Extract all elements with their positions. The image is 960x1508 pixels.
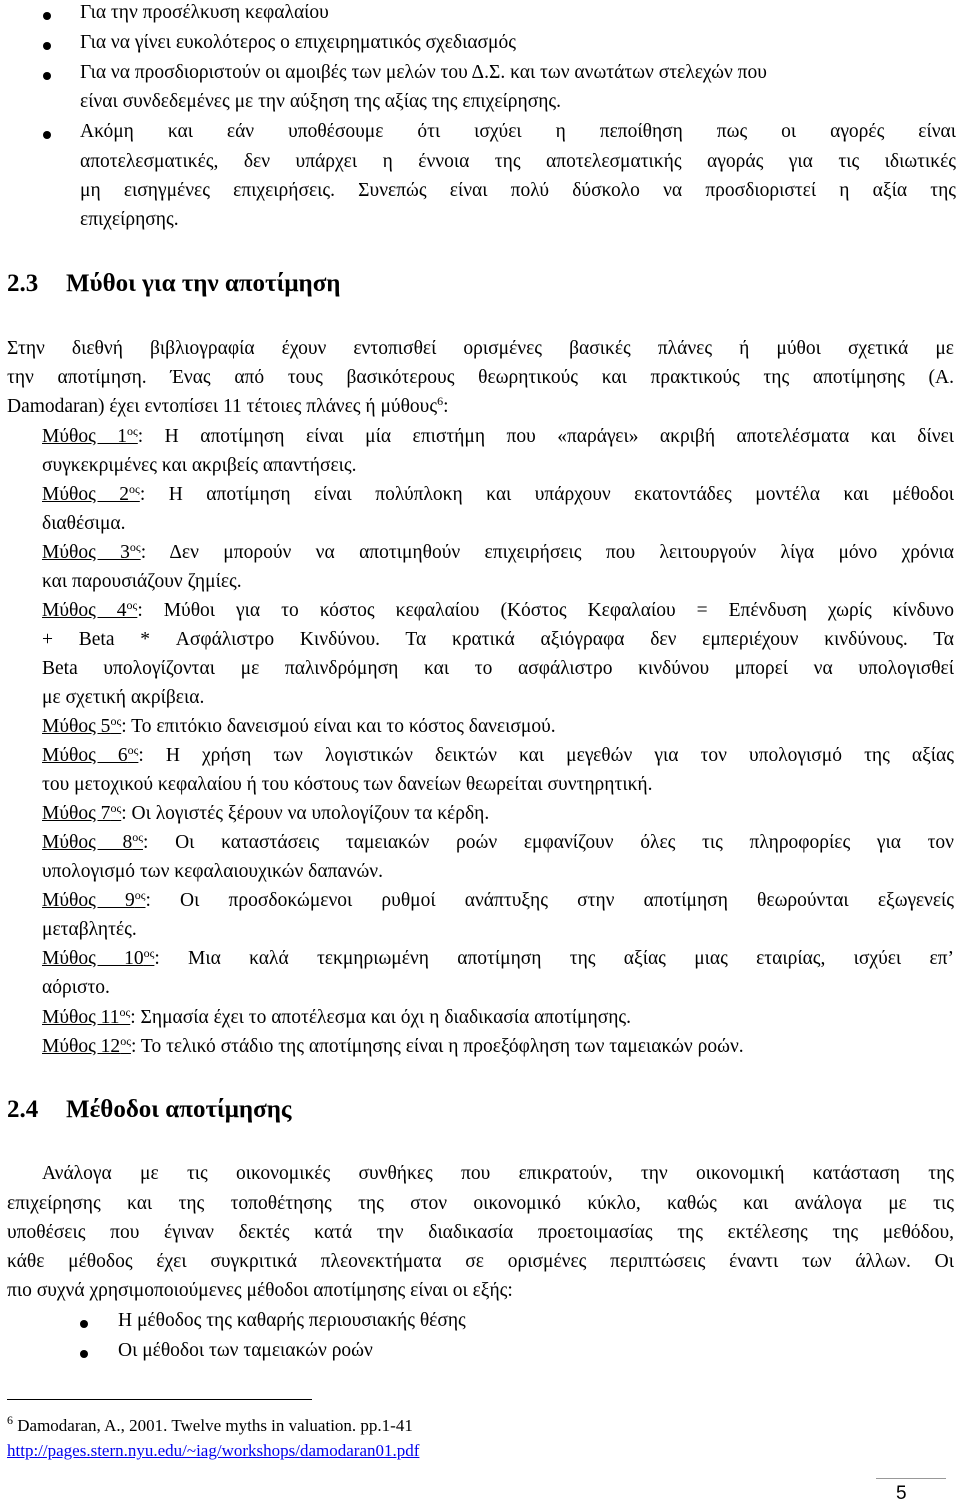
ordinal-suffix: ος	[120, 1034, 131, 1048]
myth-item: Μύθος $4^{o\varsigma}$: Μύθοι για το κόστος κεφαλαίου (Κόστος Κεφαλαίου = Επένδυση χωρίς κίνδυνο	[42, 598, 954, 621]
myth-continuation: αόριστο.	[42, 977, 110, 998]
myth-continuation: και παρουσιάζουν ζημίες.	[42, 571, 242, 592]
myth-item: Μύθος $5^{o\varsigma}$: Το επιτόκιο δανεισμού είναι και το κόστος δανεισμού.	[42, 714, 556, 737]
ordinal-suffix: ος	[110, 714, 122, 728]
myth-item: Μύθος $2^{o\varsigma}$: Η αποτίμηση είναι πολύπλοκη και υπάρχουν εκατοντάδες μοντέλα και μέθοδοι	[42, 482, 954, 505]
text-line: Για την προσέλκυση κεφαλαίου	[80, 2, 329, 23]
myth-item: Μύθος $6^{o\varsigma}$: Η χρήση των λογιστικών δεικτών και μεγεθών για τον υπολογισμό της αξίας	[42, 743, 954, 766]
footnote: $^6$ Damodaran, A., 2001. Twelve myths in valuation. pp.1-41	[7, 1413, 413, 1435]
myth-label: Μύθος $8^{o\varsigma}$	[42, 830, 143, 853]
myth-label: Μύθος $12^{o\varsigma}$	[42, 1034, 131, 1057]
myth-item: Μύθος $9^{o\varsigma}$: Οι προσδοκώμενοι ρυθμοί ανάπτυξης στην αποτίμηση θεωρούνται εξωγενείς	[42, 888, 954, 911]
ordinal-suffix: ος	[126, 598, 138, 612]
myth-continuation: διαθέσιμα.	[42, 513, 126, 534]
page-number-rule	[876, 1478, 946, 1479]
bullet-icon	[43, 42, 51, 50]
myth-item: Μύθος $12^{o\varsigma}$: Το τελικό στάδιο της αποτίμησης είναι η προεξόφληση των ταμειακών ροών.	[42, 1034, 744, 1057]
myth-label: Μύθος $9^{o\varsigma}$	[42, 888, 146, 911]
footnote-ref: 6	[437, 394, 444, 408]
myth-item: Μύθος $11^{o\varsigma}$: Σημασία έχει το αποτέλεσμα και όχι η διαδικασία αποτίμησης.	[42, 1005, 631, 1028]
footnote-number: 6	[7, 1413, 13, 1427]
myth-label: Μύθος $2^{o\varsigma}$	[42, 482, 140, 505]
ordinal-suffix: ος	[110, 801, 122, 815]
myth-item: Μύθος $10^{o\varsigma}$: Μια καλά τεκμηριωμένη αποτίμηση της αξίας μιας εταιρίας, ισχύει επ’	[42, 946, 954, 969]
text-line: πιο συχνά χρησιμοποιούμενες μέθοδοι αποτίμησης είναι οι εξής:	[7, 1280, 513, 1301]
myth-item: Μύθος $7^{o\varsigma}$: Οι λογιστές ξέρουν να υπολογίζουν τα κέρδη.	[42, 801, 490, 824]
myth-continuation: με σχετική ακρίβεια.	[42, 687, 205, 708]
section-title: Μέθοδοι αποτίμησης	[66, 1096, 292, 1123]
section-title: Μύθοι για την αποτίμηση	[66, 270, 341, 297]
ordinal-suffix: ος	[127, 424, 138, 438]
text-line: μη εισηγμένες επιχειρήσεις. Συνεπώς είναι πολύ δύσκολο να προσδιοριστεί η αξία της	[80, 180, 956, 201]
myth-item: Μύθος $1^{o\varsigma}$: Η αποτίμηση είναι μία επιστήμη που «παράγει» ακριβή αποτελέσματα και δίνει	[42, 424, 954, 447]
bullet-icon	[43, 131, 51, 139]
myth-label: Μύθος $11^{o\varsigma}$	[42, 1005, 131, 1028]
myth-item: Μύθος $8^{o\varsigma}$: Οι καταστάσεις ταμειακών ροών εμφανίζουν όλες τις πληροφορίες για τον	[42, 830, 955, 853]
bullet-icon	[80, 1320, 88, 1328]
ordinal-suffix: ος	[127, 743, 139, 757]
text-line: επιχείρησης και της τοποθέτησης της στον οικονομικό κύκλο, καθώς και ανάλογα με τις	[7, 1193, 954, 1214]
ordinal-suffix: ος	[119, 1005, 131, 1019]
ordinal-suffix: ος	[129, 482, 140, 496]
text-line: Ακόμη και εάν υποθέσουμε ότι ισχύει η πεποίθηση πως οι αγορές είναι	[80, 121, 956, 142]
text-line: υποθέσεις που έγιναν δεκτές κατά την διαδικασία προετοιμασίας της εκτέλεσης της μεθόδου,	[7, 1222, 954, 1243]
footnote-link[interactable]: http://pages.stern.nyu.edu/~iag/workshops/damodaran01.pdf	[7, 1441, 420, 1460]
bullet-icon	[43, 72, 51, 80]
myth-label: Μύθος $4^{o\varsigma}$	[42, 598, 138, 621]
text-line: αποτελεσματικές, δεν υπάρχει η έννοια της αποτελεσματικής αγοράς για τις ιδιωτικές	[80, 151, 956, 172]
myth-label: Μύθος $3^{o\varsigma}$	[42, 540, 141, 563]
text-line: Damodaran) έχει εντοπίσει 11 τέτοιες πλάνες ή μύθους$^6$:	[7, 394, 449, 417]
text-line: κάθε μέθοδος έχει συγκριτικά πλεονεκτήματα σε ορισμένες περιπτώσεις έναντι των άλλων. Οι	[7, 1251, 954, 1272]
ordinal-suffix: ος	[132, 830, 143, 844]
myth-continuation: συγκεκριμένες και ακριβείς απαντήσεις.	[42, 455, 357, 476]
myth-label: Μύθος $10^{o\varsigma}$	[42, 946, 155, 969]
myth-label: Μύθος $7^{o\varsigma}$	[42, 801, 122, 824]
footnote-separator	[7, 1399, 312, 1400]
myth-continuation: του μετοχικού κεφαλαίου ή του κόστους των δανείων θεωρείται συντηρητική.	[42, 774, 653, 795]
myth-label: Μύθος $1^{o\varsigma}$	[42, 424, 138, 447]
bullet-icon	[43, 12, 51, 20]
text-line: Για να γίνει ευκολότερος ο επιχειρηματικός σχεδιασμός	[80, 32, 516, 53]
method-bullet: Οι μέθοδοι των ταμειακών ροών	[118, 1340, 373, 1361]
ordinal-suffix: ος	[134, 888, 146, 902]
text-line: την αποτίμηση. Ένας από τους βασικότερους θεωρητικούς και πρακτικούς της αποτίμησης (Α.	[7, 367, 954, 388]
text-line: Για να προσδιοριστούν οι αμοιβές των μελών του Δ.Σ. και των ανωτάτων στελεχών που	[80, 62, 767, 83]
ordinal-suffix: ος	[143, 946, 155, 960]
ordinal-suffix: ος	[129, 540, 141, 554]
text-line: Ανάλογα με τις οικονομικές συνθήκες που επικρατούν, την οικονομική κατάσταση της	[42, 1163, 954, 1184]
text-line: Στην διεθνή βιβλιογραφία έχουν εντοπισθεί ορισμένες βασικές πλάνες ή μύθοι σχετικά με	[7, 338, 954, 359]
myth-continuation: μεταβλητές.	[42, 919, 137, 940]
myth-continuation: Beta υπολογίζονται με παλινδρόμηση και το ασφάλιστρο κινδύνου μπορεί να υπολογισθεί	[42, 658, 954, 679]
bullet-icon	[80, 1350, 88, 1358]
section-number: 2.4	[7, 1096, 39, 1123]
section-number: 2.3	[7, 270, 39, 297]
myth-label: Μύθος $5^{o\varsigma}$	[42, 714, 122, 737]
myth-item: Μύθος $3^{o\varsigma}$: Δεν μπορούν να αποτιμηθούν επιχειρήσεις που λειτουργούν λίγα μόνο χρόνια	[42, 540, 954, 563]
myth-label: Μύθος $6^{o\varsigma}$	[42, 743, 139, 766]
text-line: επιχείρησης.	[80, 209, 179, 230]
page-number: 5	[896, 1483, 907, 1504]
text-line: είναι συνδεδεμένες με την αύξηση της αξίας της επιχείρησης.	[80, 91, 561, 112]
method-bullet: Η μέθοδος της καθαρής περιουσιακής θέσης	[118, 1310, 466, 1331]
myth-continuation: + Beta * Ασφάλιστρο Κινδύνου. Τα κρατικά αξιόγραφα δεν εμπεριέχουν κινδύνους. Τα	[42, 629, 954, 650]
myth-continuation: υπολογισμό των κεφαλαιουχικών δαπανών.	[42, 861, 383, 882]
